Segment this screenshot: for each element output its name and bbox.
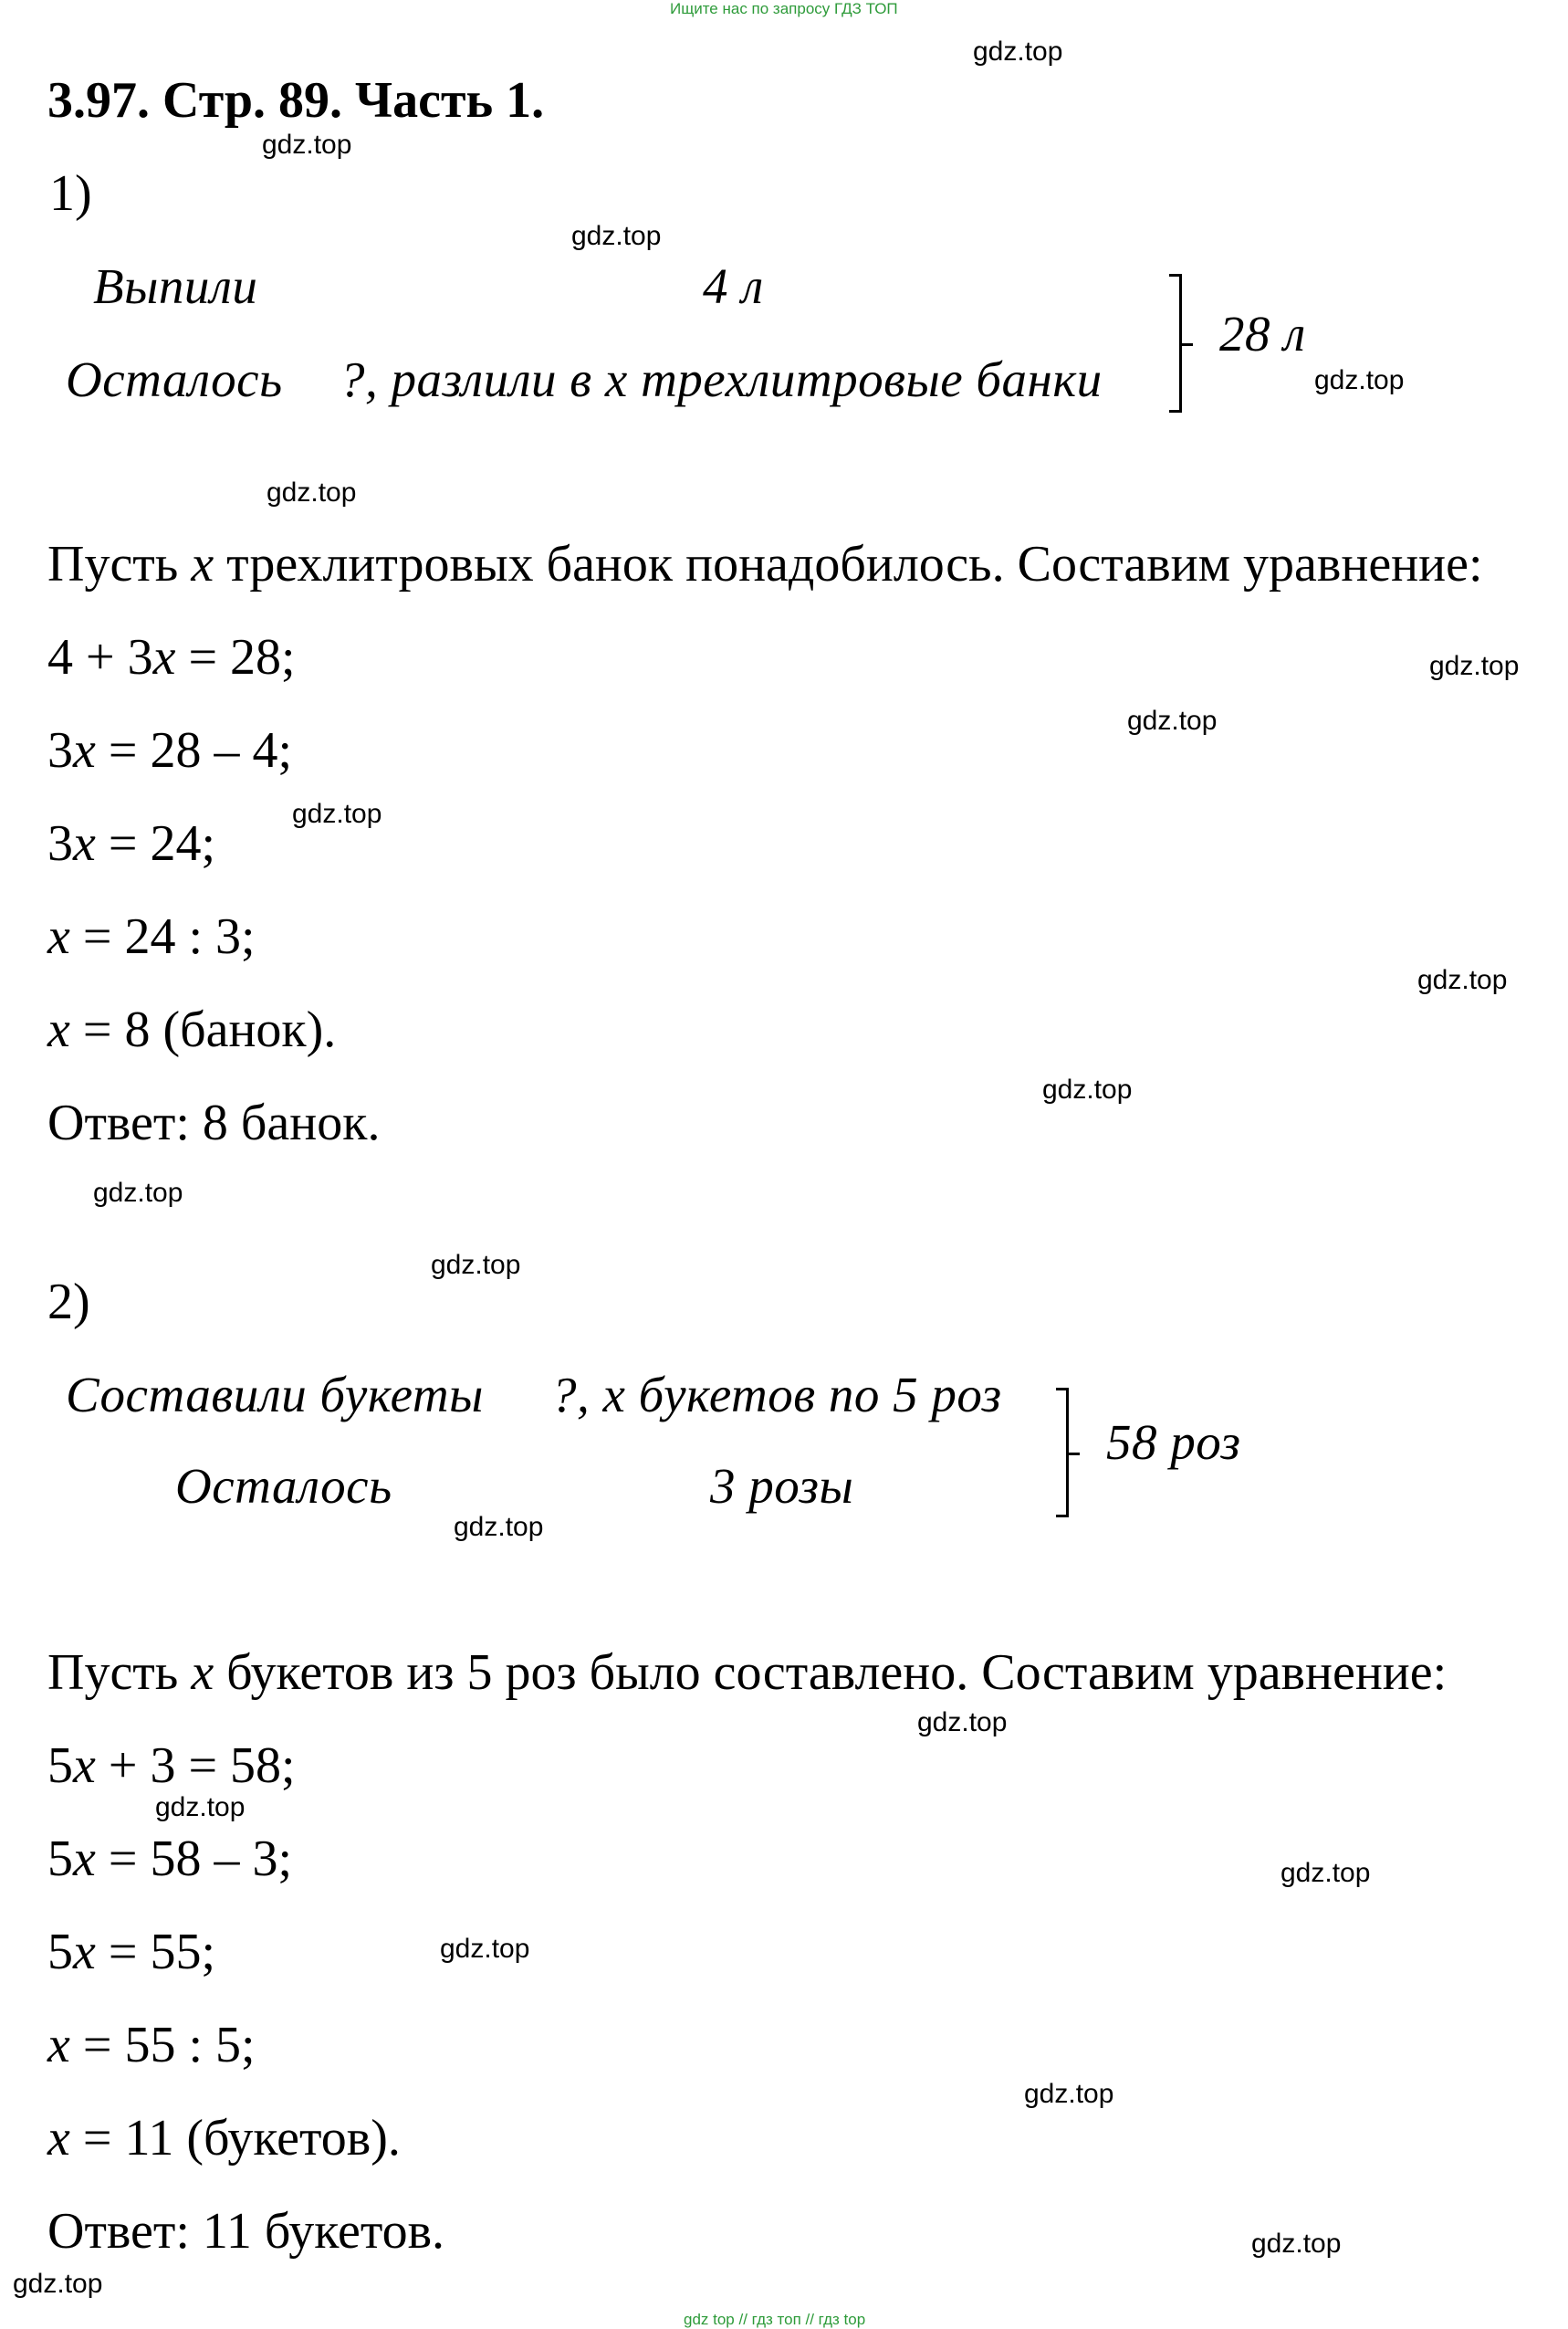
part1-label: 1) [49, 165, 92, 222]
part2-step-5: x = 11 (букетов). [47, 2110, 401, 2166]
part2-step-1: 5x + 3 = 58; [47, 1737, 296, 1794]
part2-label: 2) [47, 1274, 90, 1330]
part2-step-4: x = 55 : 5; [47, 2017, 256, 2073]
watermark: gdz.top [571, 221, 662, 251]
watermark: gdz.top [917, 1707, 1008, 1737]
watermark: gdz.top [973, 37, 1063, 67]
part2-intro: Пусть x букетов из 5 роз было составлено. Составим уравнение: [47, 1644, 1448, 1701]
part2-scheme-row1-label: Составили букеты [66, 1367, 484, 1422]
part2-brace [1066, 1388, 1069, 1517]
part1-step-4: x = 24 : 3; [47, 908, 256, 965]
watermark: gdz.top [1127, 706, 1218, 736]
watermark: gdz.top [262, 130, 352, 160]
part1-step-3: 3x = 24; [47, 815, 215, 872]
part1-scheme-row1-value: 4 л [703, 258, 764, 314]
search-hint: Ищите нас по запросу ГДЗ ТОП [670, 0, 898, 17]
part2-scheme-row2-value: 3 розы [710, 1458, 854, 1514]
part2-step-2: 5x = 58 – 3; [47, 1831, 292, 1887]
part1-step-2: 3x = 28 – 4; [47, 722, 292, 779]
footer: gdz top // гдз топ // гдз top [684, 2311, 866, 2328]
part1-step-5: x = 8 (банок). [47, 1002, 337, 1058]
watermark: gdz.top [454, 1512, 544, 1542]
watermark: gdz.top [155, 1792, 246, 1822]
part1-scheme-total: 28 л [1219, 306, 1306, 362]
part1-intro: Пусть x трехлитровых банок понадобилось. Составим уравнение: [47, 536, 1483, 593]
watermark: gdz.top [1042, 1075, 1133, 1105]
part1-scheme-row2-value: ?, разлили в х трехлитровые банки [340, 351, 1103, 407]
watermark: gdz.top [1417, 965, 1508, 995]
watermark: gdz.top [267, 477, 357, 508]
watermark: gdz.top [292, 799, 382, 829]
watermark: gdz.top [440, 1934, 530, 1964]
part2-step-3: 5x = 55; [47, 1924, 215, 1980]
part1-brace [1179, 274, 1182, 413]
part1-scheme-row1-label: Выпили [93, 258, 258, 314]
watermark: gdz.top [93, 1178, 183, 1208]
part2-scheme-row2-label: Осталось [175, 1458, 392, 1514]
page-title: 3.97. Стр. 89. Часть 1. [47, 72, 545, 129]
watermark: gdz.top [13, 2269, 103, 2299]
watermark: gdz.top [1281, 1858, 1371, 1888]
watermark: gdz.top [1251, 2229, 1342, 2259]
part1-answer: Ответ: 8 банок. [47, 1095, 381, 1151]
watermark: gdz.top [431, 1250, 521, 1280]
part1-step-1: 4 + 3x = 28; [47, 629, 296, 686]
watermark: gdz.top [1024, 2079, 1114, 2109]
part1-scheme-row2-label: Осталось [66, 351, 283, 407]
part2-answer: Ответ: 11 букетов. [47, 2203, 445, 2260]
watermark: gdz.top [1314, 365, 1405, 395]
part2-scheme-total: 58 роз [1106, 1414, 1241, 1470]
watermark: gdz.top [1429, 651, 1520, 681]
part2-scheme-row1-value: ?, х букетов по 5 роз [551, 1367, 1002, 1422]
